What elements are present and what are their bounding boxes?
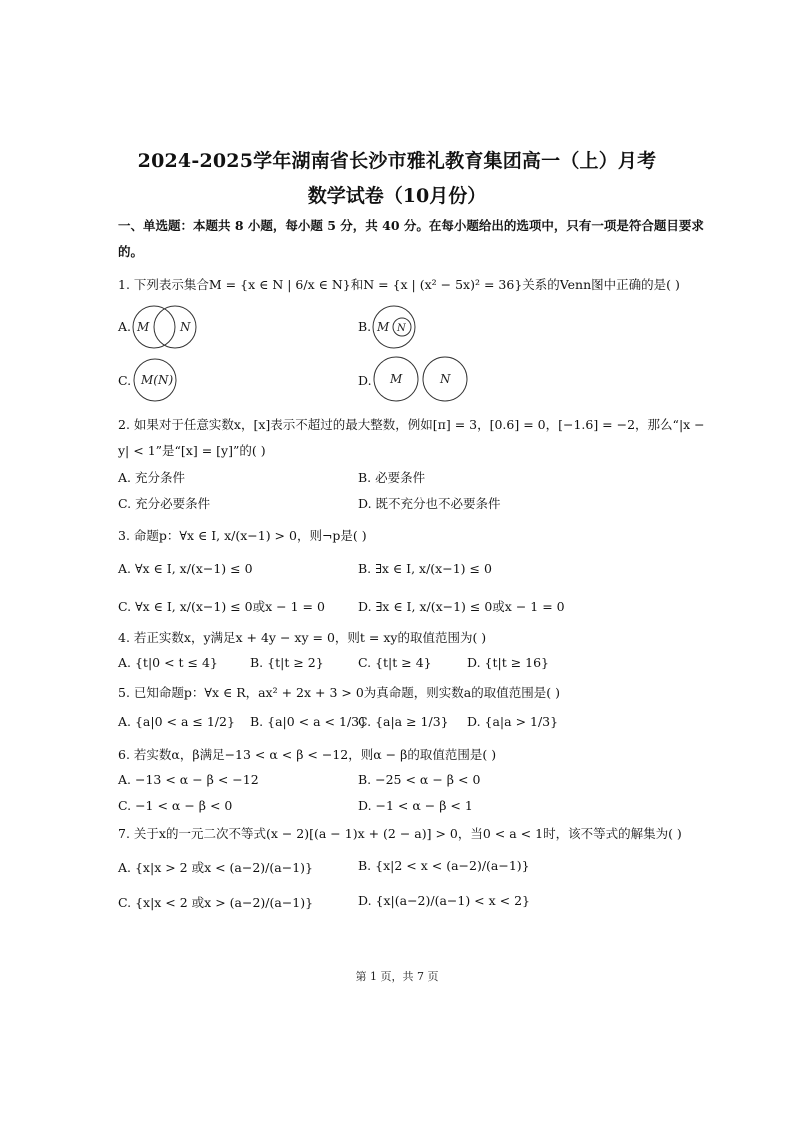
venn-b-label-n: N <box>397 323 406 334</box>
question-2-stem-line2: y| < 1”是“[x] = [y]”的( ) <box>118 443 266 458</box>
exam-subtitle: 数学试卷（10月份） <box>307 185 487 207</box>
q6-option-c: C. −1 < α − β < 0 <box>118 798 233 813</box>
q4-option-a: A. {t|0 < t ≤ 4} <box>118 655 218 670</box>
question-6-stem: 6. 若实数α，β满足−13 < α < β < −12，则α − β的取值范围是( ) <box>118 747 497 762</box>
venn-d-label-n: N <box>440 372 451 386</box>
section-header-line2: 的。 <box>118 244 144 259</box>
venn-diagram-b <box>369 304 419 354</box>
q2-option-b: B. 必要条件 <box>358 470 426 485</box>
question-5-stem: 5. 已知命题p：∀x ∈ R，ax² + 2x + 3 > 0为真命题，则实数a的取值范围是( ) <box>118 685 560 700</box>
question-1-stem: 1. 下列表示集合M = {x ∈ N | 6/x ∈ N}和N = {x | (x² − 5x)² = 36}关系的Venn图中正确的是( ) <box>118 277 680 292</box>
venn-d-label-m: M <box>390 372 403 386</box>
section-header-line1: 一、单选题：本题共 8 小题，每小题 5 分，共 40 分。在每小题给出的选项中，只有一项是符合题目要求 <box>118 218 704 233</box>
q6-option-d: D. −1 < α − β < 1 <box>358 798 473 813</box>
q1-option-c-letter: C. <box>118 373 132 388</box>
q5-option-b: B. {a|0 < a < 1/3} <box>250 714 368 729</box>
q3-option-b: B. ∃x ∈ I, x/(x−1) ≤ 0 <box>358 561 492 576</box>
q7-option-a: A. {x|x > 2 或x < (a−2)/(a−1)} <box>118 860 313 875</box>
page-footer: 第 1 页，共 7 页 <box>355 970 439 983</box>
q4-option-b: B. {t|t ≥ 2} <box>250 655 324 670</box>
venn-diagram-d <box>372 355 472 407</box>
q1-option-a-letter: A. <box>118 319 132 334</box>
q3-option-c: C. ∀x ∈ I, x/(x−1) ≤ 0或x − 1 = 0 <box>118 599 325 614</box>
q2-option-a: A. 充分条件 <box>118 470 185 485</box>
q4-option-d: D. {t|t ≥ 16} <box>467 655 550 670</box>
venn-c-label-mn: M(N) <box>141 373 174 387</box>
q7-option-b: B. {x|2 < x < (a−2)/(a−1)} <box>358 858 530 873</box>
question-2-stem-line1: 2. 如果对于任意实数x，[x]表示不超过的最大整数，例如[π] = 3，[0.6] = 0，[−1.6] = −2，那么“|x − <box>118 417 705 432</box>
q3-option-d: D. ∃x ∈ I, x/(x−1) ≤ 0或x − 1 = 0 <box>358 599 565 614</box>
q4-option-c: C. {t|t ≥ 4} <box>358 655 432 670</box>
q3-option-a: A. ∀x ∈ I, x/(x−1) ≤ 0 <box>118 561 253 576</box>
question-4-stem: 4. 若正实数x，y满足x + 4y − xy = 0，则t = xy的取值范围为( ) <box>118 630 487 645</box>
venn-a-label-m: M <box>137 320 150 334</box>
q5-option-a: A. {a|0 < a ≤ 1/2} <box>118 714 235 729</box>
q1-option-b-letter: B. <box>358 319 372 334</box>
q5-option-d: D. {a|a > 1/3} <box>467 714 559 729</box>
q6-option-b: B. −25 < α − β < 0 <box>358 772 481 787</box>
q1-option-d-letter: D. <box>358 373 372 388</box>
q7-option-d: D. {x|(a−2)/(a−1) < x < 2} <box>358 893 531 908</box>
venn-a-label-n: N <box>180 320 191 334</box>
q5-option-c: C. {a|a ≥ 1/3} <box>358 714 449 729</box>
q2-option-d: D. 既不充分也不必要条件 <box>358 496 501 511</box>
exam-title: 2024-2025学年湖南省长沙市雅礼教育集团高一（上）月考 <box>137 150 657 172</box>
question-3-stem: 3. 命题p：∀x ∈ I, x/(x−1) > 0，则¬p是( ) <box>118 528 367 543</box>
venn-b-label-m: M <box>377 320 390 334</box>
question-7-stem: 7. 关于x的一元二次不等式(x − 2)[(a − 1)x + (2 − a)] > 0，当0 < a < 1时，该不等式的解集为( ) <box>118 826 682 841</box>
q2-option-c: C. 充分必要条件 <box>118 496 211 511</box>
venn-diagram-a <box>130 304 200 354</box>
q6-option-a: A. −13 < α − β < −12 <box>118 772 259 787</box>
venn-diagram-c <box>131 357 181 407</box>
q7-option-c: C. {x|x < 2 或x > (a−2)/(a−1)} <box>118 895 314 910</box>
